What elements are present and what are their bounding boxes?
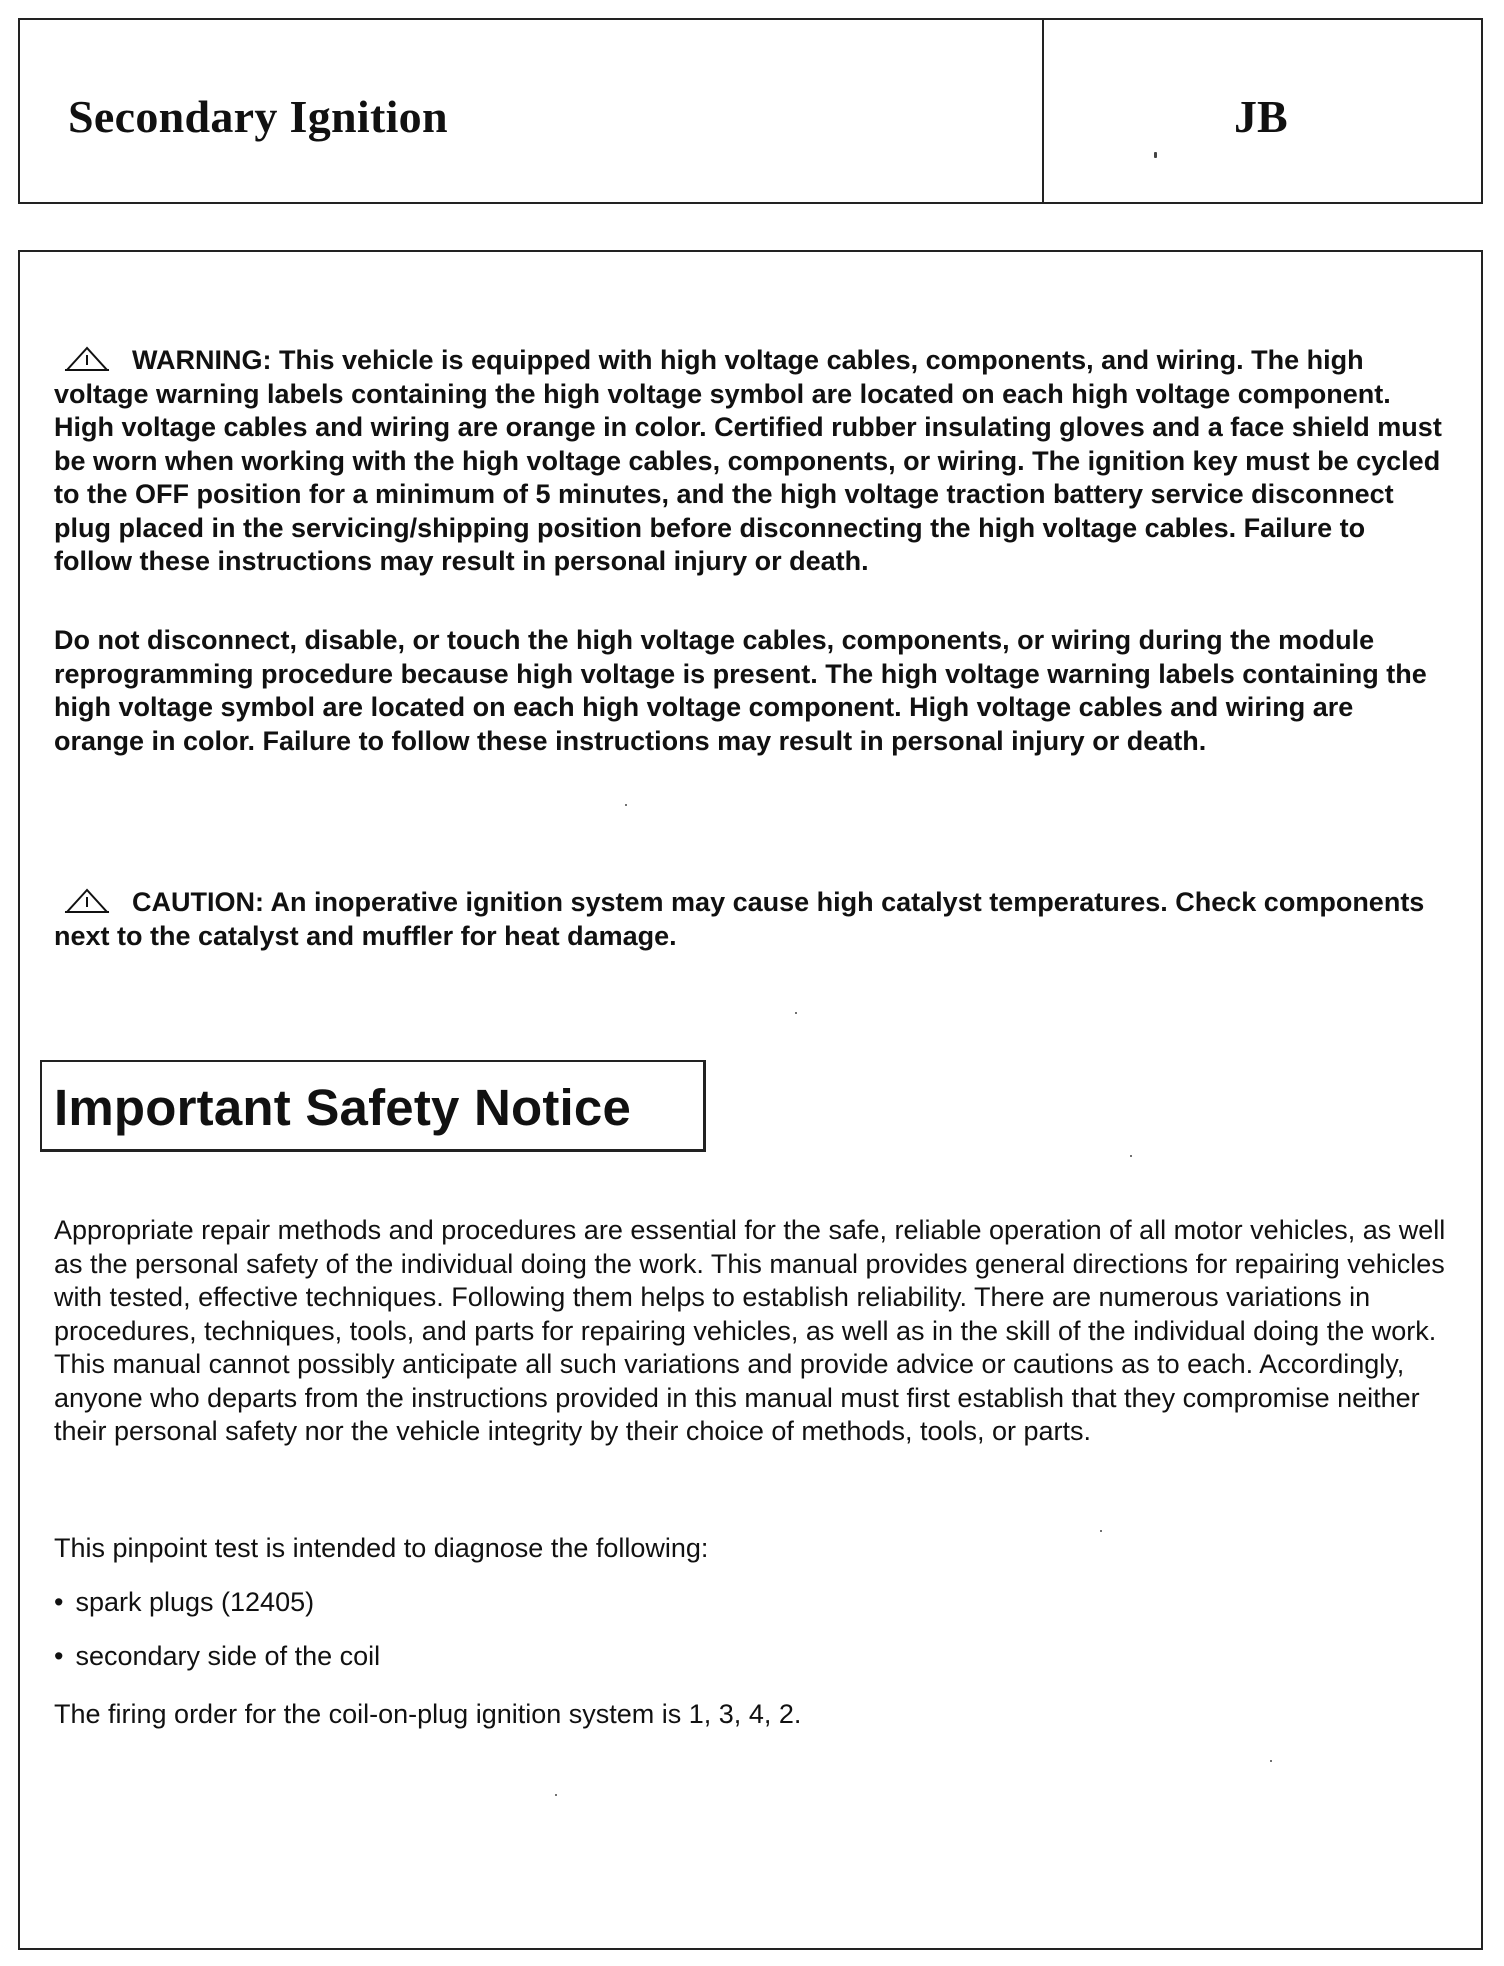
list-item-text: spark plugs (12405) [75, 1587, 315, 1617]
scan-speck [795, 1012, 797, 1014]
warning-paragraph [54, 344, 1449, 579]
scan-speck [1130, 1155, 1132, 1157]
caution-text: CAUTION: An inoperative ignition system may cause high catalyst temperatures. Check components next to the catalyst and muffler for heat damage. [54, 887, 1425, 951]
scan-speck [625, 804, 627, 806]
page-header [18, 18, 1483, 204]
warning-paragraph-2: Do not disconnect, disable, or touch the high voltage cables, components, or wiring during the module reprogramming procedure because high voltage is present. The high voltage warning labels containing the high voltage symbol are located on each high voltage component. High voltage cables and wiring are orange in color. Failure to follow these instructions may result in personal injury or death. [54, 625, 1427, 756]
safety-notice-paragraph: Appropriate repair methods and procedures are essential for the safe, reliable operation of all motor vehicles, as well as the personal safety of the individual doing the work. This manual provides general directions for repairing vehicles with tested, effective techniques. Following them helps to establish reliability. There are numerous variations in procedures, techniques, tools, and parts for repairing vehicles, as well as in the skill of the individual doing the work. This manual cannot possibly anticipate all such variations and provide advice or cautions as to each. Accordingly, anyone who departs from the instructions provided in this manual must first establish that they compromise neither their personal safety nor the vehicle integrity by their choice of methods, tools, or parts. [54, 1215, 1446, 1446]
scan-speck [555, 1794, 557, 1796]
warning-text: WARNING: This vehicle is equipped with high voltage cables, components, and wiring. The high voltage warning labels containing the high voltage symbol are located on each high voltage component. High voltage cables and wiring are orange in color. Certified rubber insulating gloves and a face shield must be worn when working with the high voltage cables, components, or wiring. The ignition key must be cycled to the OFF position for a minimum of 5 minutes, and the high voltage traction battery service disconnect plug placed in the servicing/shipping position before disconnecting the high voltage cables. Failure to follow these instructions may result in personal injury or death. [54, 345, 1442, 576]
firing-order-text: The firing order for the coil-on-plug ignition system is 1, 3, 4, 2. [54, 1699, 802, 1729]
caution-paragraph [54, 886, 1449, 953]
safety-notice-title: Important Safety Notice [54, 1079, 632, 1136]
section-title: Secondary Ignition [68, 91, 448, 142]
section-code: JB [1234, 91, 1288, 142]
warning-triangle-icon [64, 346, 110, 372]
header-title-cell [20, 20, 1044, 202]
safety-notice-box [40, 1060, 706, 1152]
list-item [54, 1640, 1454, 1674]
list-item [54, 1586, 1454, 1620]
scan-speck [1270, 1760, 1272, 1762]
caution-triangle-icon [64, 888, 110, 914]
bullet-icon: • [54, 1641, 64, 1671]
list-item-text: secondary side of the coil [75, 1641, 381, 1671]
header-code-cell [1044, 20, 1481, 202]
bullet-icon: • [54, 1587, 64, 1617]
scan-speck [1100, 1530, 1102, 1532]
pinpoint-intro: This pinpoint test is intended to diagnose the following: [54, 1533, 709, 1563]
content-box [18, 250, 1483, 1950]
scan-speck [1154, 152, 1157, 158]
